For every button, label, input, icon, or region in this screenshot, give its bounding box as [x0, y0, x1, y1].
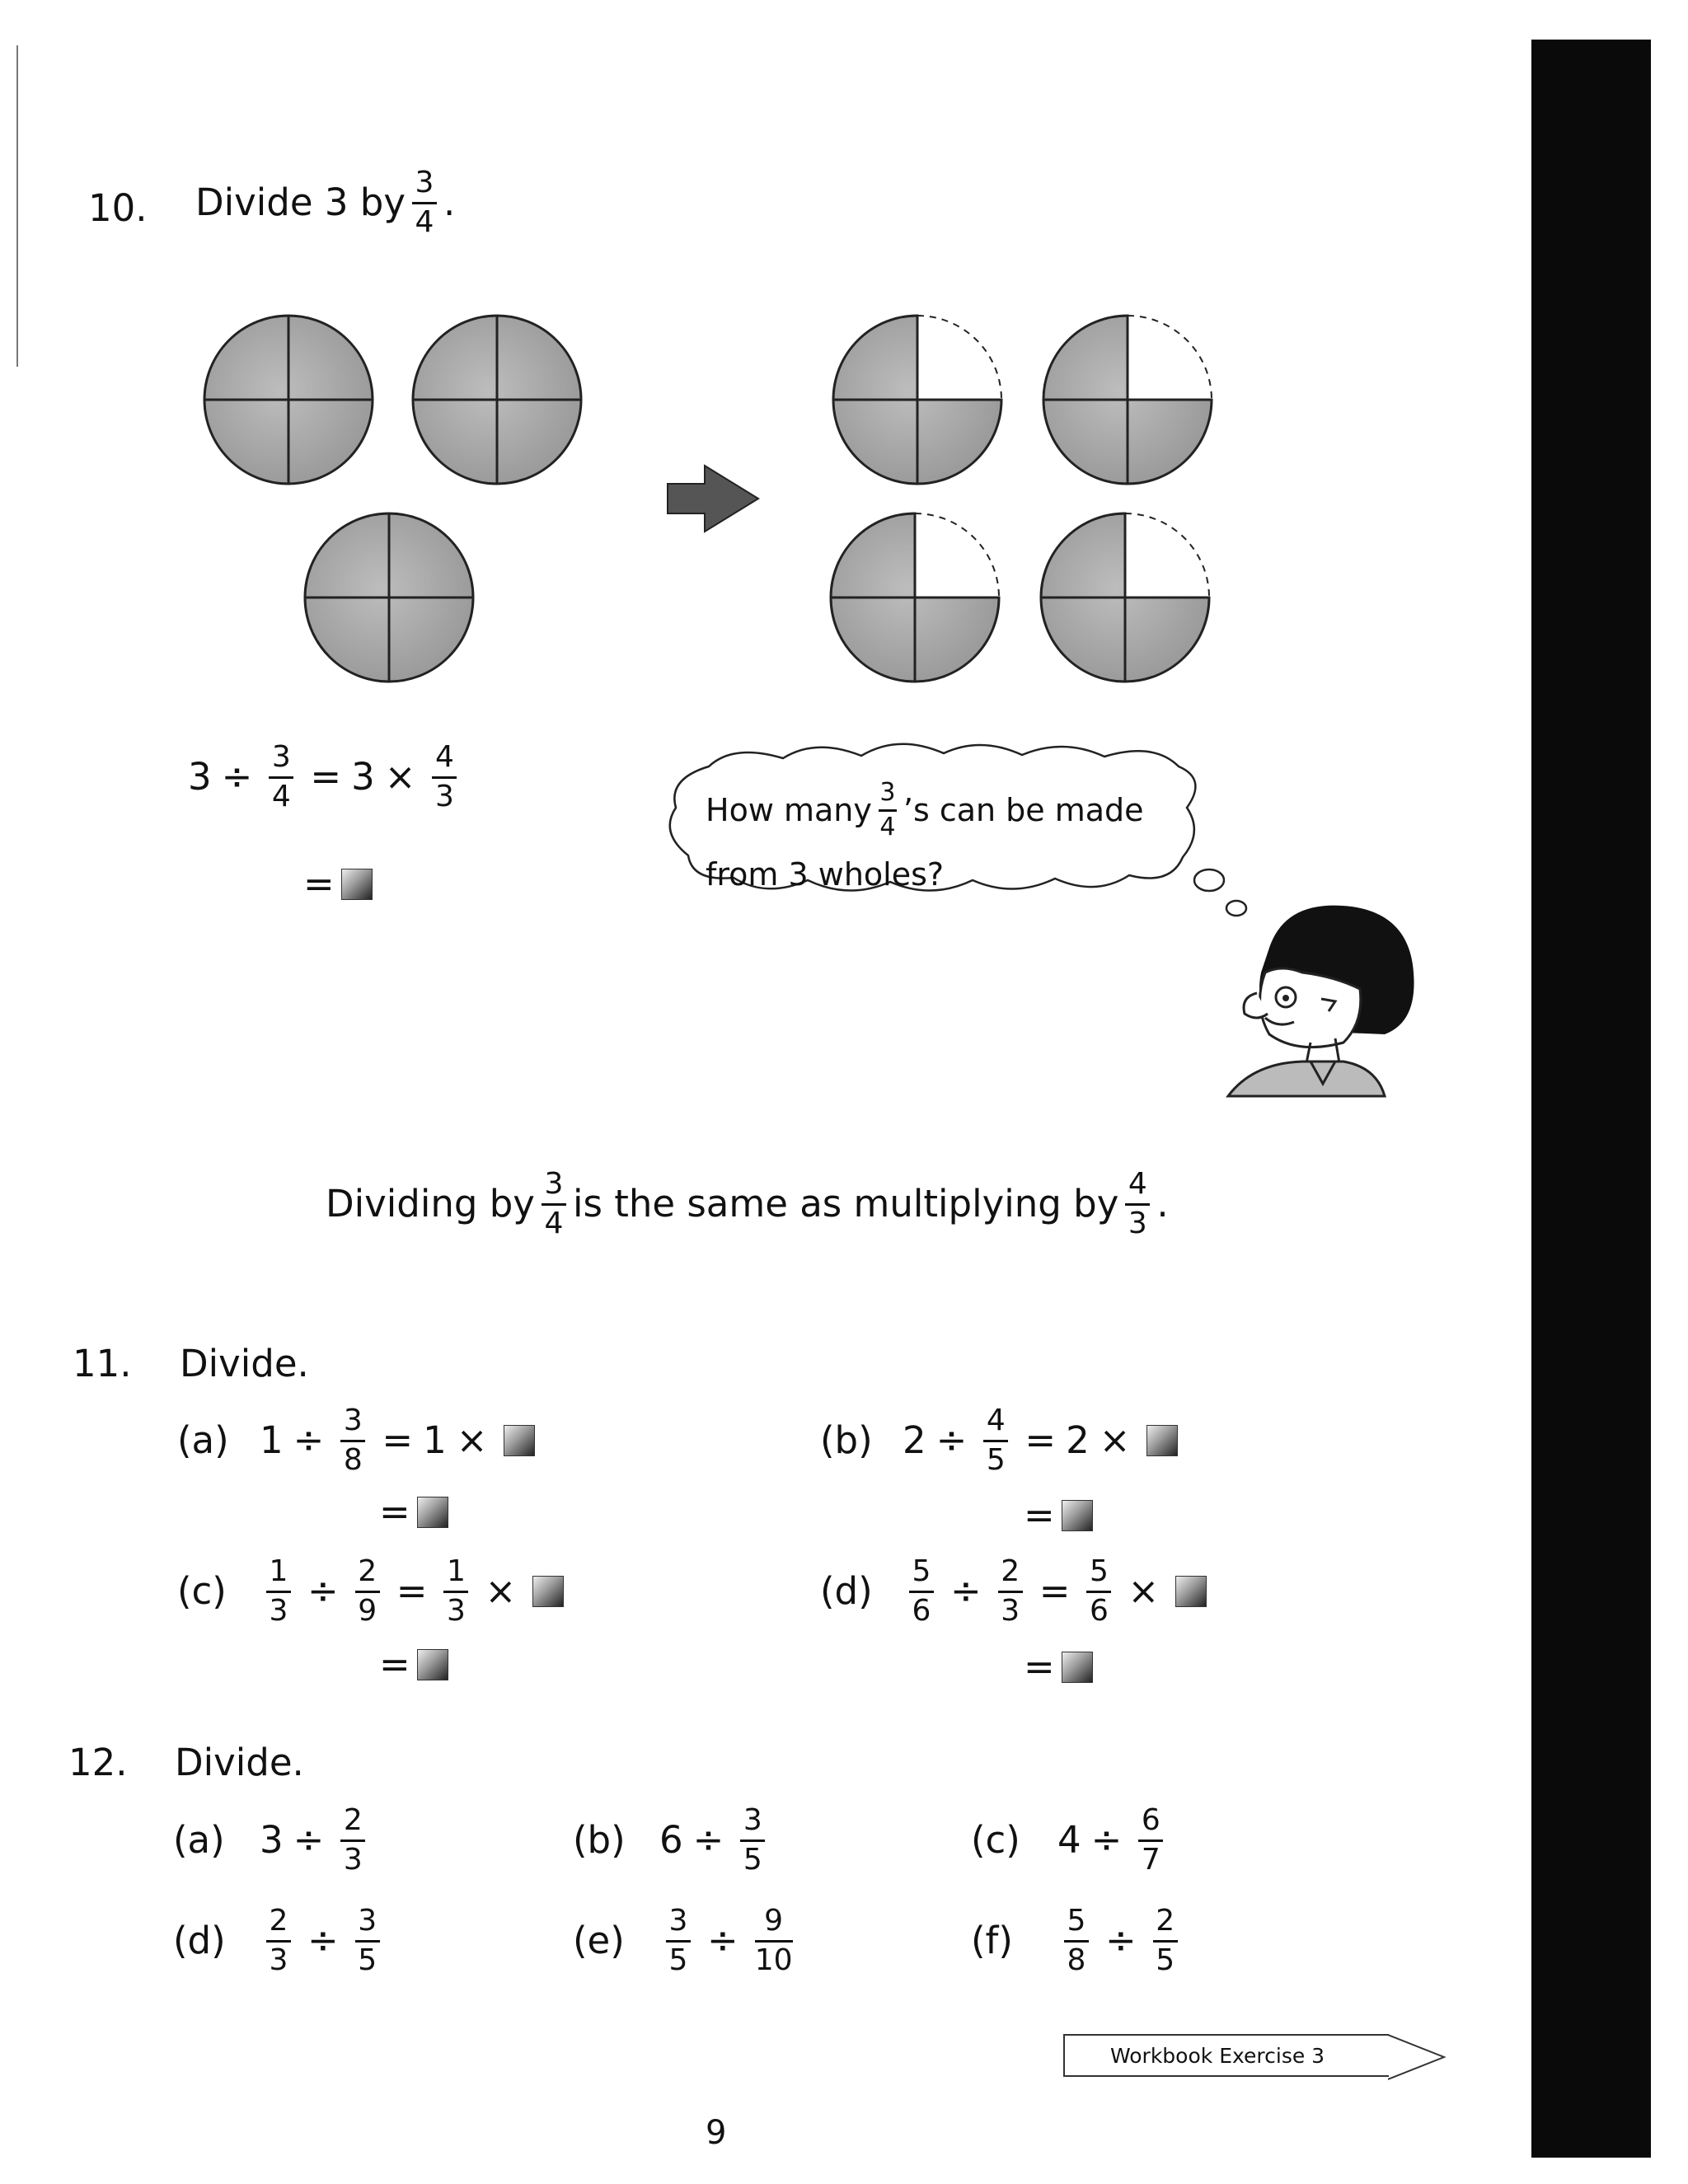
answer-blank	[504, 1425, 535, 1456]
answer-blank	[417, 1649, 448, 1680]
q12-item-a: (a) 3 ÷ $\frac{2}{3}$	[173, 1805, 372, 1876]
q10-conclusion: Dividing by $\frac{3}{4}$ is the same as multiplying by $\frac{4}{3}$ .	[326, 1167, 1169, 1240]
answer-blank	[1062, 1652, 1093, 1683]
q12d-fraction: $\frac{3}{5}$	[355, 1905, 380, 1976]
q10-prompt: Divide 3 by $\frac{3}{4}$ .	[195, 166, 456, 239]
whole-circle-2	[413, 316, 581, 484]
divide-sign: ÷	[221, 755, 253, 799]
arrow-right-icon	[668, 466, 758, 532]
q11c-mult-fraction: $\frac{1}{3}$	[443, 1556, 468, 1627]
q11c-fraction: $\frac{2}{9}$	[355, 1556, 380, 1627]
page-number: 9	[706, 2114, 727, 2152]
answer-blank	[1062, 1500, 1093, 1531]
q11-item-d-answer: =	[1024, 1648, 1093, 1685]
whole-circle-1	[204, 316, 373, 484]
whole-circle-3	[305, 513, 473, 682]
q11-item-d: (d) $\frac{5}{6}$ ÷ $\frac{2}{3}$ = $\frac{5}{6}$ ×	[820, 1556, 1207, 1627]
conclusion-fraction-2: $\frac{4}{3}$	[1125, 1169, 1150, 1240]
three-quarter-circle-3	[831, 513, 999, 682]
q11-item-a: (a) 1 ÷ $\frac{3}{8}$ = 1 ×	[177, 1405, 535, 1476]
q12e-lead-fraction: $\frac{3}{5}$	[666, 1905, 691, 1976]
q12-item-b: (b) 6 ÷ $\frac{3}{5}$	[573, 1805, 771, 1876]
q12-title: Divide.	[175, 1741, 304, 1784]
q11-item-c: (c) $\frac{1}{3}$ ÷ $\frac{2}{9}$ = $\frac{1}{3}$ ×	[177, 1556, 564, 1627]
q12f-lead-fraction: $\frac{5}{8}$	[1064, 1905, 1089, 1976]
q10-prompt-fraction: $\frac{3}{4}$	[412, 167, 437, 238]
answer-blank	[1146, 1425, 1178, 1456]
answer-blank	[532, 1576, 564, 1607]
q11c-lead-fraction: $\frac{1}{3}$	[266, 1556, 291, 1627]
q11-item-b-answer: =	[1024, 1497, 1093, 1534]
q11d-fraction: $\frac{2}{3}$	[998, 1556, 1023, 1627]
answer-blank	[1175, 1576, 1207, 1607]
answer-blank	[341, 869, 373, 900]
q10-prompt-text: Divide 3 by	[195, 180, 406, 225]
q12-number: 12.	[68, 1741, 128, 1784]
q11d-lead-fraction: $\frac{5}{6}$	[909, 1556, 934, 1627]
eq-mult-lead: 3	[351, 755, 375, 799]
q11-title: Divide.	[180, 1342, 309, 1385]
arrow-tag-icon	[1388, 2034, 1447, 2080]
times-sign: ×	[384, 755, 416, 799]
page-binding-shadow	[1531, 40, 1651, 2158]
eq-fraction-2: $\frac{4}{3}$	[432, 742, 457, 813]
q12-item-f: (f) $\frac{5}{8}$ ÷ $\frac{2}{5}$	[971, 1905, 1184, 1976]
boy-cartoon	[1220, 898, 1434, 1113]
workbook-exercise-link[interactable]	[1063, 2034, 1389, 2077]
q11-item-a-answer: =	[379, 1493, 448, 1530]
three-quarter-circle-1	[833, 316, 1001, 484]
three-quarter-circle-4	[1041, 513, 1209, 682]
q11d-mult-fraction: $\frac{5}{6}$	[1086, 1556, 1111, 1627]
q12e-fraction: $\frac{9}{10}$	[754, 1904, 793, 1977]
q12a-fraction: $\frac{2}{3}$	[340, 1805, 365, 1876]
workbook-exercise-label: Workbook Exercise 3	[1110, 2043, 1325, 2068]
q12c-fraction: $\frac{6}{7}$	[1138, 1805, 1163, 1876]
equals-sign: =	[310, 755, 342, 799]
eq-lead: 3	[188, 755, 212, 799]
margin-rule	[16, 45, 18, 367]
thought-fraction: $\frac{3}{4}$	[879, 778, 896, 841]
thought-line-2: from 3 wholes?	[706, 856, 945, 893]
q12d-lead-fraction: $\frac{2}{3}$	[266, 1905, 291, 1976]
q11-number: 11.	[73, 1342, 132, 1385]
q11b-fraction: $\frac{4}{5}$	[983, 1405, 1008, 1476]
q12-item-c: (c) 4 ÷ $\frac{6}{7}$	[971, 1805, 1170, 1876]
conclusion-fraction-1: $\frac{3}{4}$	[542, 1169, 566, 1240]
thought-bubble	[659, 733, 1253, 948]
q12-item-d: (d) $\frac{2}{3}$ ÷ $\frac{3}{5}$	[173, 1905, 387, 1976]
q12f-fraction: $\frac{2}{5}$	[1153, 1905, 1178, 1976]
q10-number: 10.	[88, 186, 148, 230]
q11-item-c-answer: =	[379, 1646, 448, 1683]
q10-equation	[188, 742, 463, 813]
q10-answer: =	[303, 865, 373, 902]
q12-item-e: (e) $\frac{3}{5}$ ÷ $\frac{9}{10}$	[573, 1904, 793, 1977]
three-quarter-circle-2	[1043, 316, 1212, 484]
q11-item-b: (b) 2 ÷ $\frac{4}{5}$ = 2 ×	[820, 1405, 1178, 1476]
quarter-circles-diagram	[181, 297, 1253, 692]
eq-fraction-1: $\frac{3}{4}$	[269, 742, 293, 813]
q12b-fraction: $\frac{3}{5}$	[740, 1805, 765, 1876]
thought-line-1: How many $\frac{3}{4}$ ’s can be made	[706, 778, 1144, 841]
q11a-fraction: $\frac{3}{8}$	[340, 1405, 365, 1476]
answer-blank	[417, 1497, 448, 1528]
